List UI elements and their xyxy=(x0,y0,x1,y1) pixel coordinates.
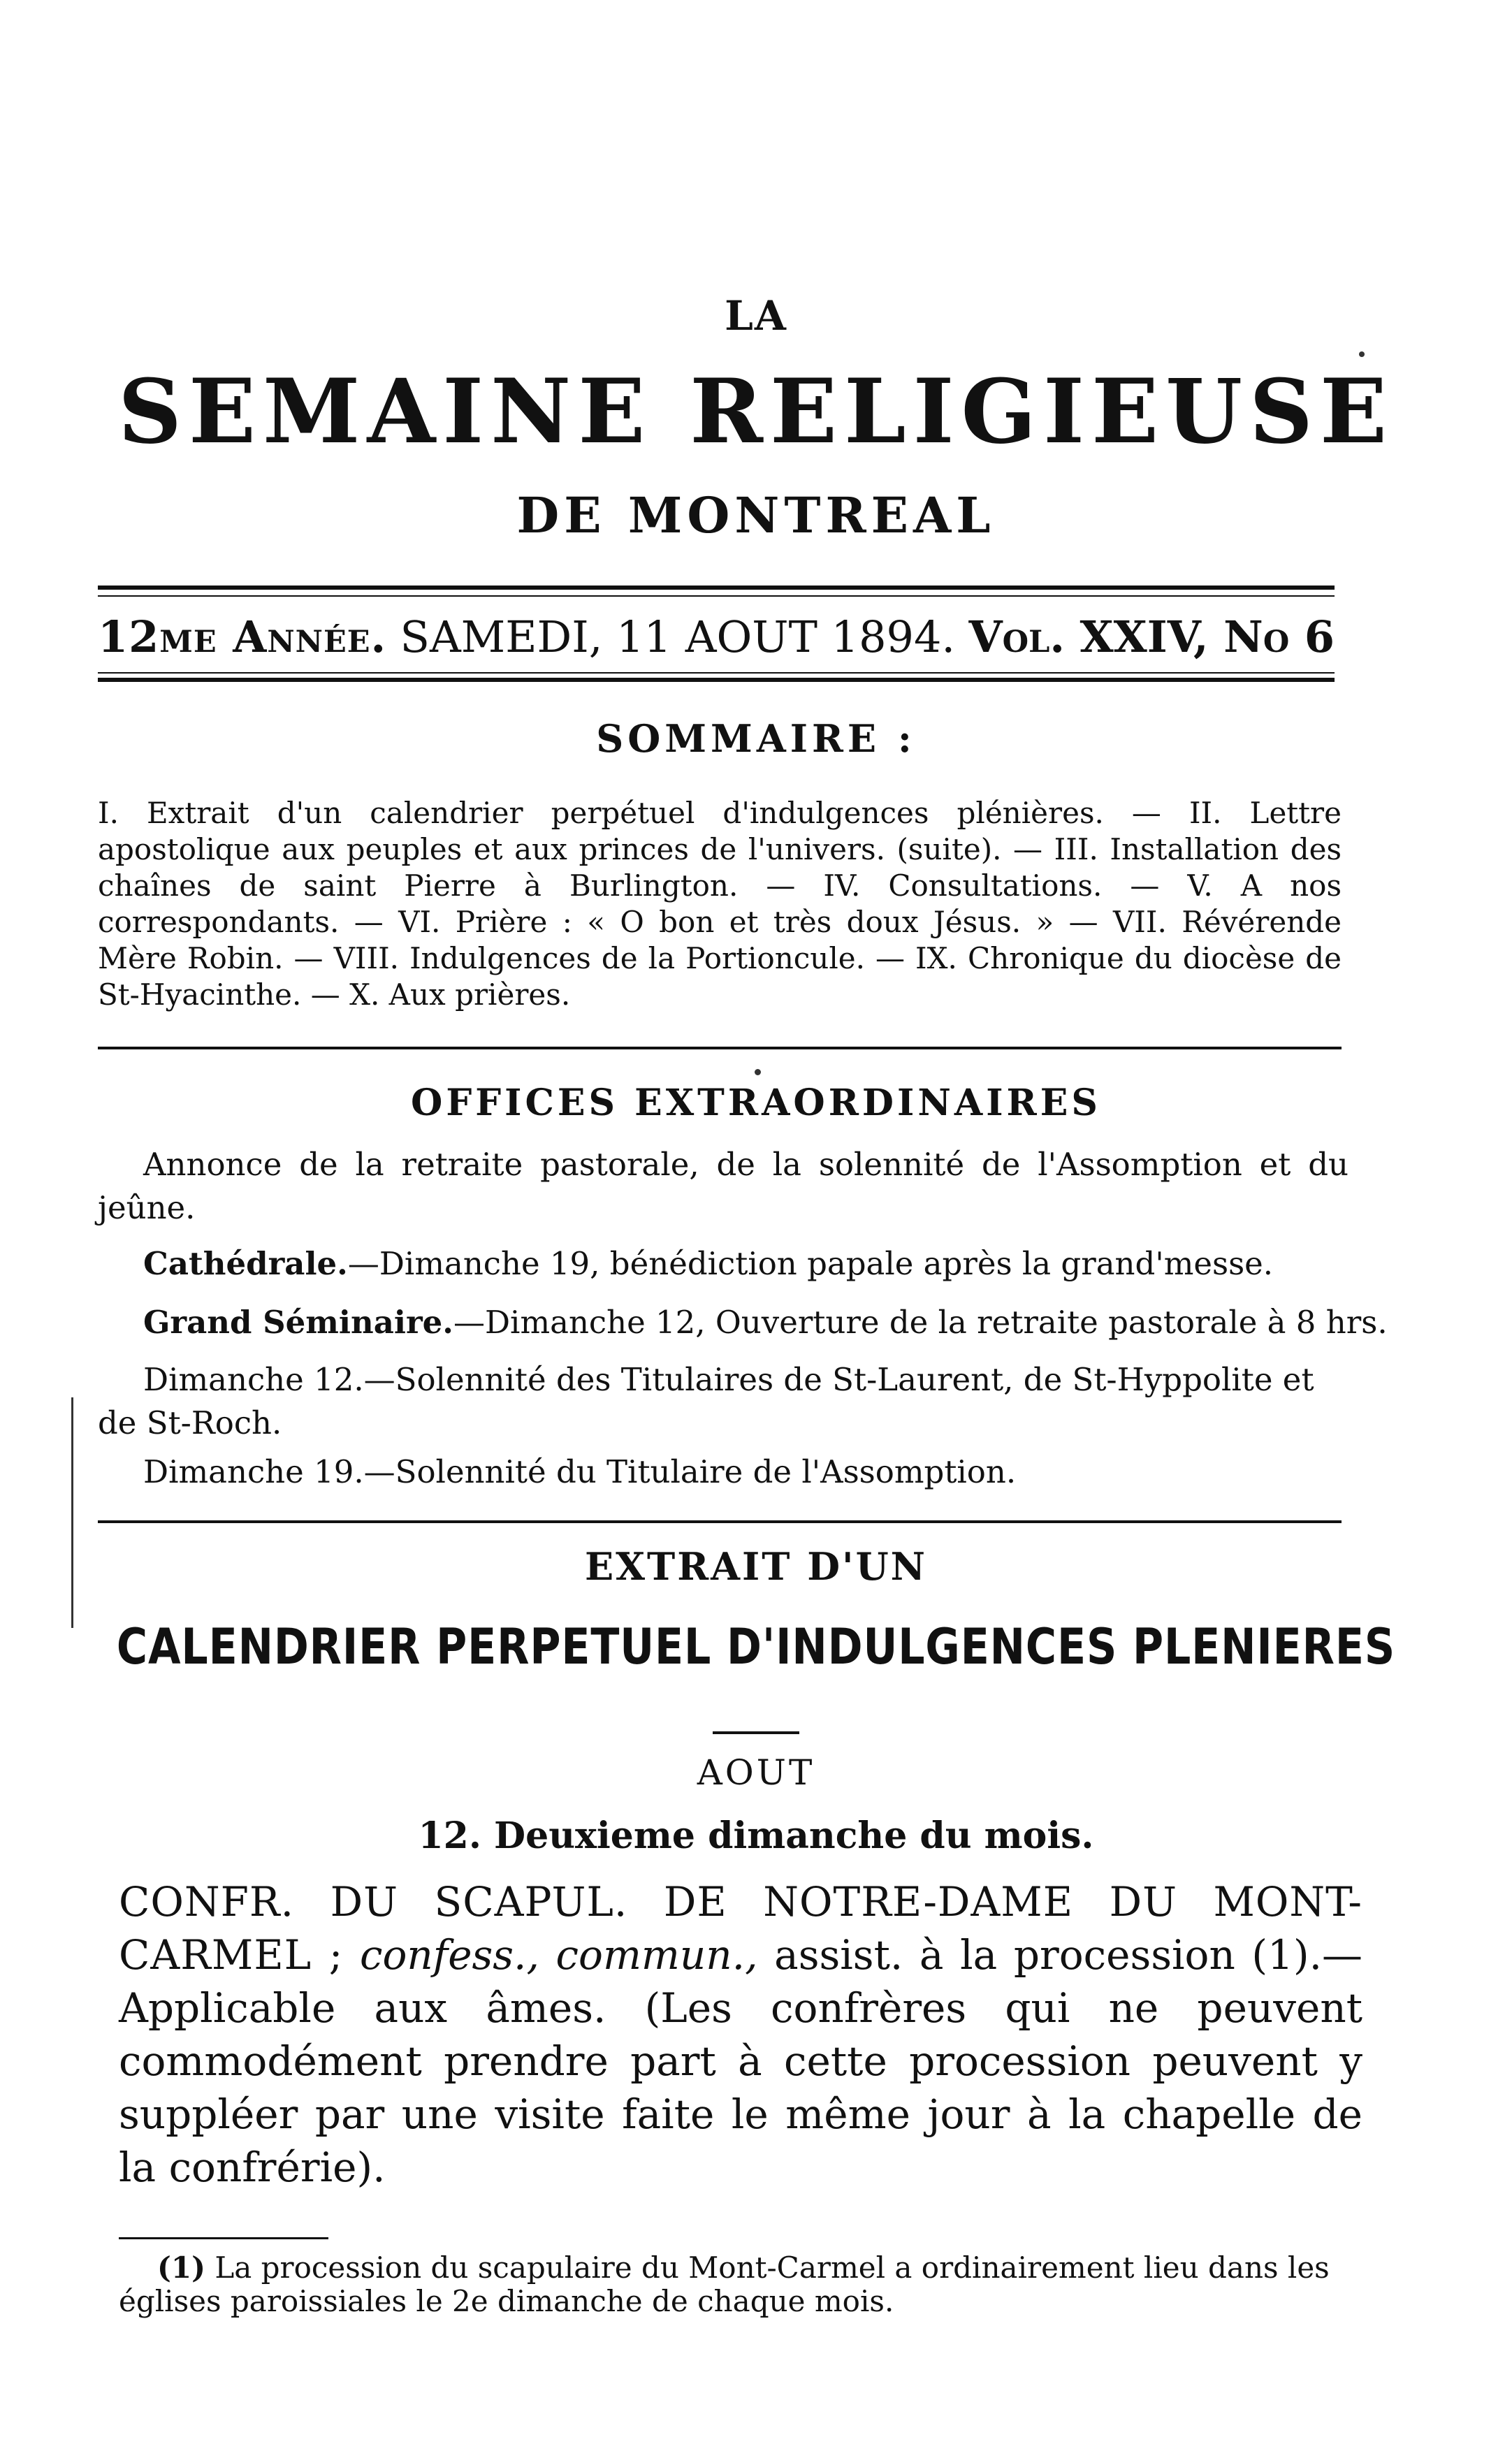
summary-divider xyxy=(98,1047,1342,1049)
offices-intro: Annonce de la retraite pastorale, de la solennité de l'Assomption et du jeûne. xyxy=(98,1146,1349,1226)
footnote-mark: (1) xyxy=(157,2250,205,2285)
rule-top-thick xyxy=(98,586,1335,590)
calendrier-title: CALENDRIER PERPETUEL D'INDULGENCES PLENIERES xyxy=(116,1618,1396,1675)
offices-heading: OFFICES EXTRAORDINAIRES xyxy=(411,1082,1101,1124)
extrait-heading: EXTRAIT D'UN xyxy=(584,1544,928,1589)
seminaire-lead: Grand Séminaire. xyxy=(143,1304,453,1341)
print-speck xyxy=(755,1069,761,1075)
cathedrale-text: —Dimanche 19, bénédiction papale après la grand'messe. xyxy=(347,1245,1274,1282)
footnote-rule xyxy=(119,2237,328,2239)
issue-year: 12me Année. xyxy=(98,611,387,662)
day-heading: 12. Deuxieme dimanche du mois. xyxy=(418,1814,1094,1857)
issue-line xyxy=(98,611,1335,667)
offices-dimanche-19: Dimanche 19.—Solennité du Titulaire de l'Assomption. xyxy=(143,1453,1017,1490)
seminaire-text: —Dimanche 12, Ouverture de la retraite pastorale à 8 hrs. xyxy=(453,1304,1388,1341)
rule-bottom-thin xyxy=(98,672,1335,674)
summary-heading: SOMMAIRE : xyxy=(596,716,916,761)
masthead-la: LA xyxy=(725,292,787,340)
masthead-subtitle: DE MONTREAL xyxy=(516,486,996,544)
masthead-title: SEMAINE RELIGIEUSE xyxy=(117,360,1395,463)
title-dash xyxy=(713,1731,799,1734)
offices-divider xyxy=(98,1520,1342,1523)
entry-italic: confess., commun., xyxy=(359,1931,758,1979)
offices-cathedrale xyxy=(143,1242,1349,1286)
issue-volume: Vol. XXIV, No 6 xyxy=(968,611,1335,662)
offices-dimanche-12: Dimanche 12.—Solennité des Titulaires de St-Laurent, de St-Hyppolite et de St-Roch. xyxy=(98,1361,1314,1441)
footnote xyxy=(119,2251,1355,2318)
entry-confraternity: CONFR. DU SCAPUL. DE NOTRE-DAME DU MONT-CARMEL ; xyxy=(119,1878,1362,1979)
entry-rest: assist. à la procession (1).— Applicable aux âmes. (Les confrères qui ne peuvent commodément prendre part à cette procession peuvent y suppléer par une visite faite le même jour à la chapelle de la confrérie). xyxy=(119,1931,1363,2191)
rule-top-thin xyxy=(98,595,1335,597)
cathedrale-lead: Cathédrale. xyxy=(143,1245,348,1282)
print-speck xyxy=(1359,351,1365,357)
margin-mark xyxy=(71,1397,73,1628)
month-heading: AOUT xyxy=(697,1752,815,1793)
issue-date: SAMEDI, 11 AOUT 1894. xyxy=(400,611,956,662)
calendar-entry xyxy=(119,1875,1362,2194)
footnote-text: La procession du scapulaire du Mont-Carmel a ordinairement lieu dans les églises paroissiales le 2e dimanche de chaque mois. xyxy=(119,2250,1330,2318)
rule-bottom-thick xyxy=(98,678,1335,682)
offices-seminaire xyxy=(143,1301,1388,1344)
summary-text: I. Extrait d'un calendrier perpétuel d'indulgences plénières. — II. Lettre apostolique aux peuples et aux princes de l'univers. (suite). — III. Installation des chaînes de saint Pierre à Burlington. — IV. Consultations. — V. A nos correspondants. — VI. Prière : « O bon et très doux Jésus. » — VII. Révérende Mère Robin. — VIII. Indulgences de la Portioncule. — IX. Chronique du diocèse de St-Hyacinthe. — X. Aux prières. xyxy=(98,796,1342,1012)
